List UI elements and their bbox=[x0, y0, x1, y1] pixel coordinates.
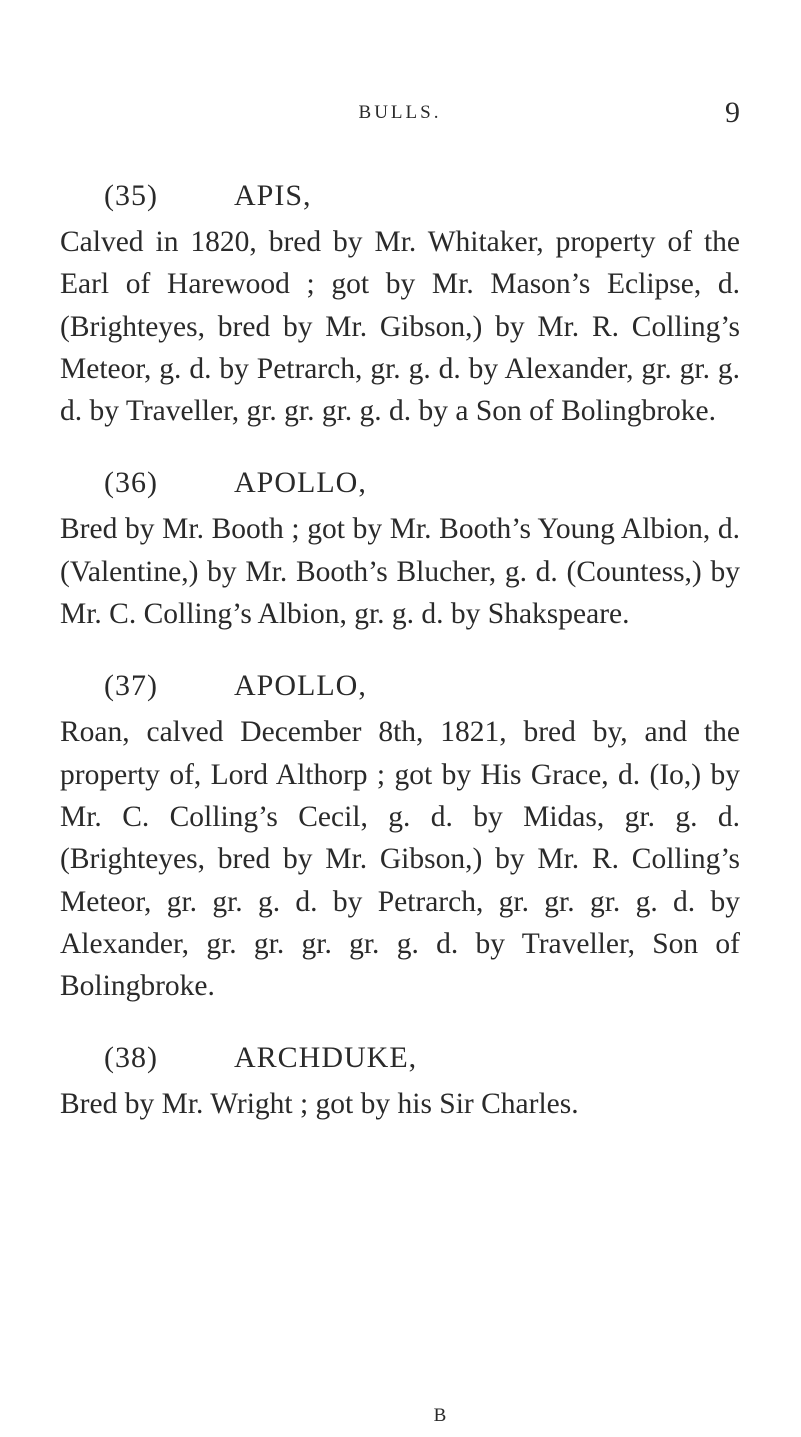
entry-number: (36) bbox=[104, 466, 158, 500]
entry-37 bbox=[60, 665, 740, 1007]
running-head bbox=[60, 96, 740, 136]
signature-mark: B bbox=[433, 1405, 448, 1426]
entry-text: Bred by Mr. Booth ; got by Mr. Booth’s Young Albion, d. (Valentine,) by Mr. Booth’s Blucher, g. d. (Countess,) by Mr. C. Colling’s Albion, gr. g. d. by Shakspeare. bbox=[60, 513, 740, 631]
running-title: BULLS. bbox=[358, 102, 442, 123]
entry-name: APOLLO, bbox=[234, 466, 367, 500]
entry-38 bbox=[60, 1037, 740, 1125]
page-number: 9 bbox=[725, 96, 740, 129]
entry-heading bbox=[60, 665, 740, 711]
entry-name: APIS, bbox=[234, 179, 312, 212]
entry-text: Bred by Mr. Wright ; got by his Sir Charles. bbox=[60, 1088, 579, 1121]
entry-heading bbox=[60, 175, 740, 221]
entry-name: APOLLO, bbox=[234, 669, 367, 703]
entry-number: (37) bbox=[104, 669, 158, 703]
entry-heading bbox=[60, 1037, 740, 1083]
entry-text: Calved in 1820, bred by Mr. Whitaker, property of the Earl of Harewood ; got by Mr. Mason’s Eclipse, d. (Brighteyes, bred by Mr. Gibson,) by Mr. R. Colling’s Meteor, g. d. by Petrarch, gr. g. d. by Alexander, gr. gr. g. d. by Traveller, gr. gr. gr. g. d. by a Son of Bolingbroke. bbox=[60, 226, 740, 428]
bull-entries bbox=[60, 175, 740, 1156]
entry-heading bbox=[60, 462, 740, 508]
entry-text: Roan, calved December 8th, 1821, bred by, and the property of, Lord Althorp ; got by His Grace, d. (Io,) by Mr. C. Colling’s Cecil, g. d. by Midas, gr. g. d. (Brighteyes, bred by Mr. Gibson,) by Mr. R. Colling’s Meteor, gr. gr. g. d. by Petrarch, gr. gr. gr. g. d. by Alexander, gr. gr. gr. gr. g. d. by Traveller, Son of Bolingbroke. bbox=[60, 716, 740, 1003]
entry-number: (35) bbox=[104, 179, 158, 212]
entry-number: (38) bbox=[104, 1041, 158, 1075]
entry-36 bbox=[60, 462, 740, 635]
entry-35 bbox=[60, 175, 740, 432]
entry-name: ARCHDUKE, bbox=[234, 1041, 418, 1075]
